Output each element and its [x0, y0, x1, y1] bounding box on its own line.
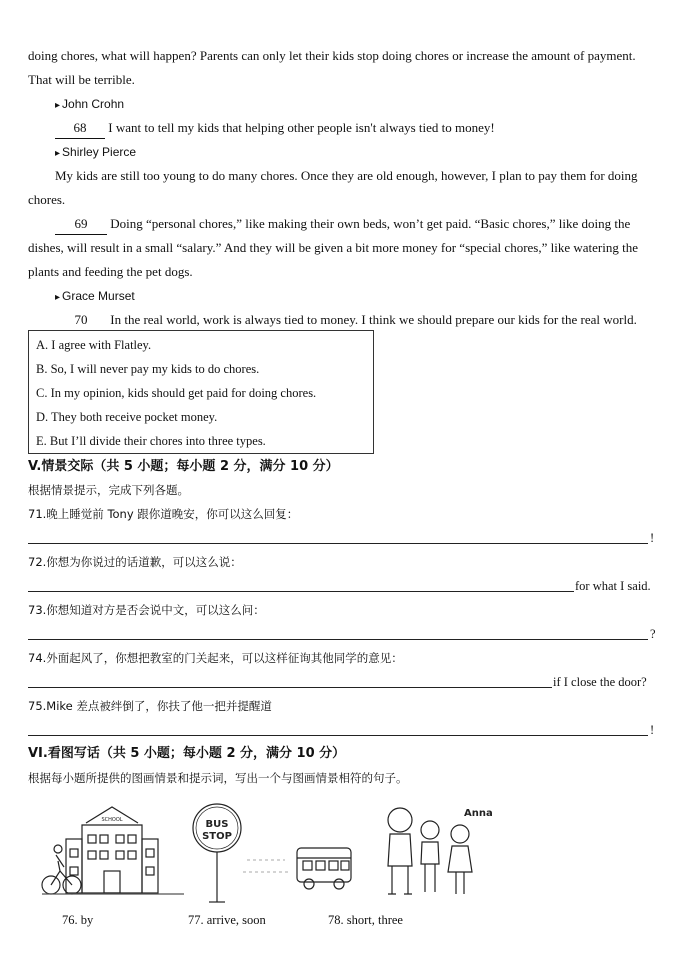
option-b: B. So, I will never pay my kids to do chores.: [36, 362, 260, 376]
option-d: D. They both receive pocket money.: [36, 410, 218, 424]
answer-line-75[interactable]: [28, 735, 648, 736]
section-6-instruction: 根据每小题所提供的图画情景和提示词，写出一个与图画情景相符的句子。: [28, 771, 408, 785]
author-name: ▸ Grace Murset: [55, 286, 655, 308]
section-5-title: V.情景交际（共 5 小题；每小题 2 分，满分 10 分）: [28, 459, 339, 474]
answer-75-end: !: [650, 723, 655, 737]
question-text: Doing “personal chores,” like making their own beds, won’t get paid. “Basic chores,” like doing the: [110, 216, 631, 231]
caption-76: 76. by: [62, 913, 94, 927]
caption-78: 78. short, three: [328, 913, 403, 927]
answer-74-end: if I close the door?: [553, 675, 647, 689]
author-name: ▸ John Crohn: [55, 94, 655, 116]
section-6-title: VI.看图写话（共 5 小题；每小题 2 分，满分 10 分）: [28, 746, 346, 761]
answer-line-74[interactable]: [28, 687, 552, 688]
option-c: C. In my opinion, kids should get paid for doing chores.: [36, 386, 317, 400]
answer-blank-68[interactable]: 68: [55, 118, 105, 139]
answer-73-end: ?: [650, 627, 656, 641]
answer-line-72[interactable]: [28, 591, 574, 592]
passage-line: That will be terrible.: [28, 72, 135, 87]
passage-line: dishes, will result in a small “salary.” And they will be given a bit more money for “special chores,” like watering the: [28, 240, 638, 255]
author-name: ▸ Shirley Pierce: [55, 142, 655, 164]
question-text: In the real world, work is always tied to money. I think we should prepare our kids for the real world.: [110, 312, 637, 327]
question-68: [55, 118, 655, 139]
passage-line: chores.: [28, 192, 66, 207]
bus-sign-line2: STOP: [202, 831, 232, 842]
passage-line: plants and feeding the pet dogs.: [28, 264, 193, 279]
option-a: A. I agree with Flatley.: [36, 338, 152, 352]
passage-line: My kids are still too young to do many chores. Once they are old enough, however, I plan to pay them for doing: [55, 168, 638, 183]
school-bike-picture: [38, 795, 188, 900]
question-70: [55, 310, 655, 331]
passage-line: doing chores, what will happen? Parents can only let their kids stop doing chores or increase the amount of payment.: [28, 48, 636, 63]
question-69: [55, 214, 655, 235]
caption-77: 77. arrive, soon: [188, 913, 266, 927]
bus-stop-picture: [185, 800, 360, 905]
question-text: I want to tell my kids that helping other people isn't always tied to money!: [108, 120, 495, 135]
option-e: E. But I’ll divide their chores into three types.: [36, 434, 266, 448]
answer-blank-70[interactable]: 70: [55, 310, 107, 331]
answer-72-end: for what I said.: [575, 579, 651, 593]
question-75-prompt: 75.Mike 差点被绊倒了，你扶了他一把并提醒道: [28, 699, 272, 713]
question-74-prompt: 74.外面起风了，你想把教室的门关起来，可以这样征询其他同学的意见：: [28, 651, 403, 665]
answer-blank-69[interactable]: 69: [55, 214, 107, 235]
answer-71-end: !: [650, 531, 655, 545]
three-kids-picture: [380, 800, 500, 905]
question-71-prompt: 71.晚上睡觉前 Tony 跟你道晚安，你可以这么回复：: [28, 507, 299, 521]
question-72-prompt: 72.你想为你说过的话道歉，可以这么说：: [28, 555, 242, 569]
answer-line-71[interactable]: [28, 543, 648, 544]
anna-label: Anna: [464, 808, 493, 819]
question-73-prompt: 73.你想知道对方是否会说中文，可以这么问：: [28, 603, 265, 617]
answer-line-73[interactable]: [28, 639, 648, 640]
options-box: [28, 330, 374, 454]
bus-sign-line1: BUS: [205, 819, 229, 830]
school-sign: SCHOOL: [101, 817, 123, 823]
section-5-instruction: 根据情景提示，完成下列各题。: [28, 483, 189, 497]
